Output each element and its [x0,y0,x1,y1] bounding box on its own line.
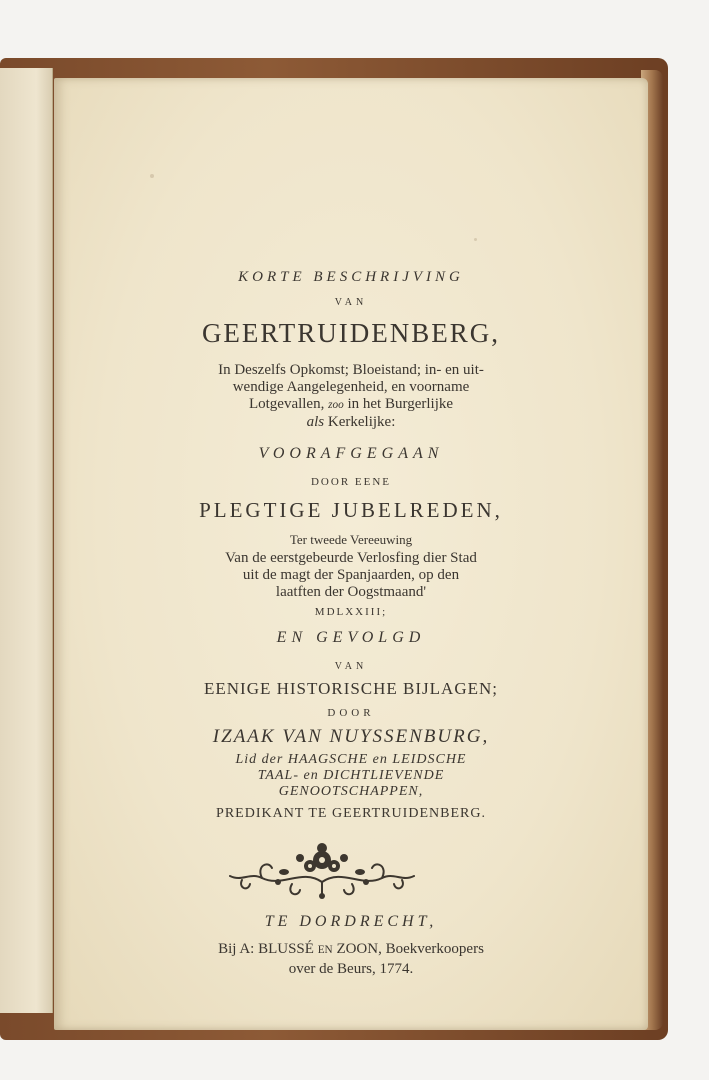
printer-text: Bij A: BLUSSÉ [218,941,314,957]
printer-text: ZOON, Boekverkoopers [336,941,484,957]
year-roman: MDLXXIII; [314,606,388,618]
occasion-line: Van de eerstgebeurde Verlosfing dier Stad [225,550,477,566]
floral-vignette-icon [222,838,422,904]
en-gevolgd-line: EN GEVOLGD [276,629,426,646]
door-line: DOOR [327,707,375,719]
subtitle-line: In Deszelfs Opkomst; Bloeistand; in- en uit- [218,362,484,378]
title-line: KORTE BESCHRIJVING [238,269,464,285]
subtitle-text-italic: zoo [328,399,344,411]
subtitle-line: wendige Aangelegenheid, en voorname [232,379,470,395]
subtitle-line [54,396,648,414]
printer-line [54,940,648,960]
occasion-line: uit de magt der Spanjaarden, op den [242,567,460,583]
subtitle-block [54,362,648,431]
van-line: VAN [334,297,368,308]
subtitle-text: Lotgevallen, [248,396,325,412]
author-name: IZAAK VAN NUYSSENBURG, [212,726,490,747]
paper-speck [150,174,154,178]
occasion-block [54,550,648,601]
van-line: VAN [334,661,368,672]
occasion-line: laatften der Oogstmaand' [275,584,427,600]
membership-block [54,752,648,800]
imprint-block [54,940,648,979]
title-page [54,78,648,1030]
subtitle-text-italic: als [306,414,325,430]
subtitle-line [54,414,648,431]
plegtige-line: PLEGTIGE JUBELREDEN, [199,498,503,522]
voorafgegaan-line: VOORAFGEGAAN [258,445,444,462]
subtitle-text: in het Burgerlijke [347,396,454,412]
membership-line: GENOOTSCHAPPEN, [278,784,424,799]
flyleaf [0,68,53,1013]
printer-en: EN [317,944,333,956]
paper-speck [474,238,477,241]
membership-line: TAAL- en DICHTLIEVENDE [257,768,445,783]
place-name: GEERTRUIDENBERG, [201,318,501,348]
eenige-line: EENIGE HISTORISCHE BIJLAGEN; [203,679,498,698]
city-line: TE DORDRECHT, [264,913,438,930]
predikant-line: PREDIKANT TE GEERTRUIDENBERG. [216,806,486,821]
address-line: over de Beurs, 1774. [288,961,414,977]
door-eene-line: DOOR EENE [310,476,392,488]
ter-tweede-line: Ter tweede Vereeuwing [289,532,413,547]
subtitle-text: Kerkelijke: [327,414,396,430]
membership-line: Lid der HAAGSCHE en LEIDSCHE [235,752,467,767]
